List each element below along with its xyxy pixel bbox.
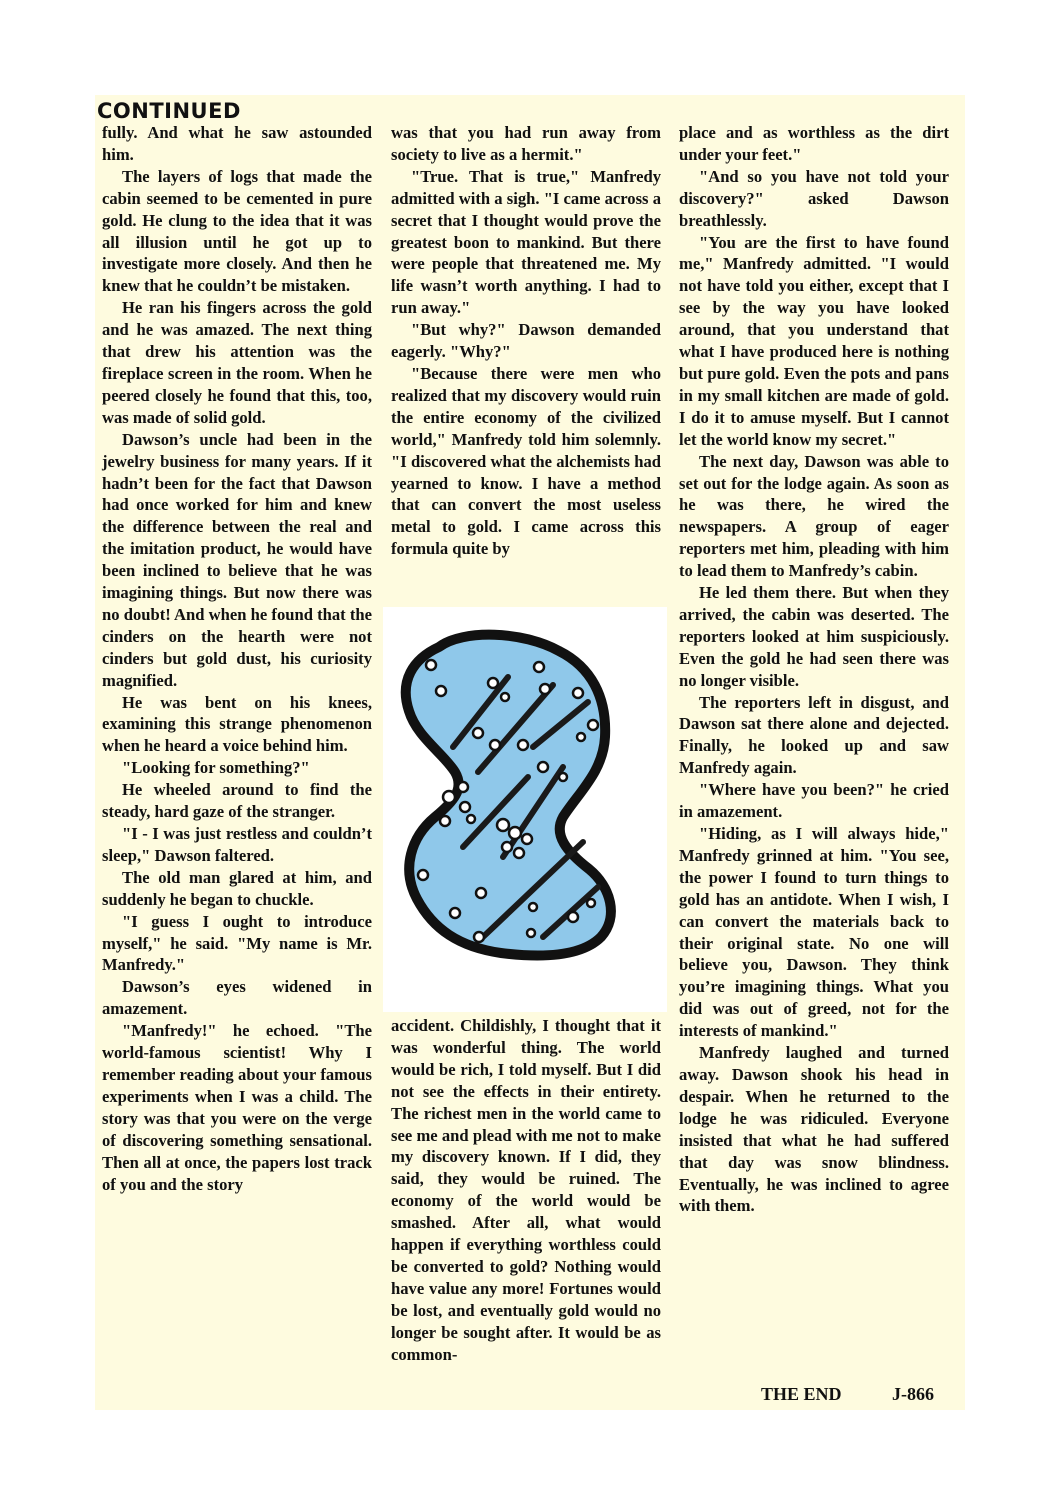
the-end-label: THE END	[761, 1384, 842, 1404]
paragraph: Dawson’s uncle had been in the jewelry business for many years. If it hadn’t been for the fact that Dawson had once worked for him and knew the difference between the real and the imitation product, he would have been inclined to believe that he was imagining things. But now there was no doubt! And when he found that the cinders on the hearth were not cinders but gold dust, his curiosity magnified.	[102, 429, 372, 690]
paragraph: He led them there. But when they arrived, the cabin was deserted. The reporters looked at him suspiciously. Even the gold he had seen there was no longer visible.	[679, 583, 949, 690]
paragraph: "Where have you been?" he cried in amazement.	[679, 780, 949, 822]
ice-chunk-illustration	[383, 607, 667, 1012]
text-column-2-top	[391, 122, 661, 612]
paragraph: "I - I was just restless and couldn’t sleep," Dawson faltered.	[102, 824, 372, 865]
paragraph: The reporters left in disgust, and Dawson sat there alone and dejected. Finally, he looked up and saw Manfredy again.	[679, 692, 949, 778]
text-column-2-bottom	[391, 1015, 661, 1407]
story-page	[95, 95, 965, 1410]
paragraph: "Hiding, as I will always hide," Manfredy grinned at him. "You see, the power I found to turn things to gold has an antidote. When I wish, I can convert the materials back to their original state. No one will believe you, Dawson. They think you’re imagining things. What you did was out of greed, not for the interests of mankind."	[679, 824, 949, 1041]
paragraph: "Because there were men who realized that my discovery would ruin the entire economy of the civilized world," Manfredy told him solemnly. "I discovered what the alchemists had yearned to know. I have a method that can convert the most useless metal to gold. I came across this formula quite by	[391, 363, 661, 559]
paragraph: "You are the first to have found me," Manfredy admitted. "I would not have told you either, except that I see by the way you have looked around, that you understand that what I have produced here is nothing but pure gold. Even the pots and pans in my small kitchen are made of gold. I do it to amuse myself. But I cannot let the world know my secret."	[679, 232, 949, 449]
paragraph: "Manfredy!" he echoed. "The world-famous scientist! Why I remember reading about your famous experiments when I was a child. The story was that you were on the verge of discovering something sensational. Then all at once, the papers lost track of you and the story	[102, 1021, 372, 1194]
paragraph: The next day, Dawson was able to set out for the lodge again. As soon as he was there, he wired the newspapers. A group of eager reporters met him, pleading with him to lead them to Manfredy’s cabin.	[679, 451, 949, 581]
paragraph: was that you had run away from society to live as a hermit."	[391, 123, 661, 164]
continued-heading: CONTINUED	[97, 99, 241, 123]
text-column-3	[679, 122, 949, 1367]
paragraph: "And so you have not told your discovery?" asked Dawson breathlessly.	[679, 166, 949, 230]
paragraph: The layers of logs that made the cabin seemed to be cemented in pure gold. He clung to the idea that it was all illusion until he got up to investigate more closely. And then he knew that he couldn’t be mistaken.	[102, 166, 372, 296]
paragraph: He ran his fingers across the gold and he was amazed. The next thing that drew his attention was the fireplace screen in the room. When he peered closely he found that this, too, was made of solid gold.	[102, 298, 372, 427]
paragraph: fully. And what he saw astounded him.	[102, 123, 372, 164]
paragraph: He wheeled around to find the steady, hard gaze of the stranger.	[102, 780, 372, 822]
paragraph: accident. Childishly, I thought that it was wonderful thing. The world would be rich, I told myself. But I did not see the effects in their entirety. The richest men in the world came to see me and plead with me not to make my discovery known. If I did, they said, they would be ruined. The economy of the world would be smashed. After all, what would happen if everything worthless could be converted to gold? Nothing would have value any more! Fortunes would be lost, and eventually gold would no longer be sought after. It would be as common-	[391, 1016, 661, 1364]
paragraph: "I guess I ought to introduce myself," he said. "My name is Mr. Manfredy."	[102, 911, 372, 975]
paragraph: The old man glared at him, and suddenly he began to chuckle.	[102, 867, 372, 909]
paragraph: "True. That is true," Manfredy admitted with a sigh. "I came across a secret that I thought would prove the greatest boon to mankind. But there were people that threatened me. My life wasn’t worth anything. I had to run away."	[391, 166, 661, 318]
paragraph: Manfredy laughed and turned away. Dawson shook his head in despair. When he returned to the lodge he was ridiculed. Everyone insisted that what he had suffered that day was snow blindness. Eventually, he was inclined to agree with them.	[679, 1043, 949, 1216]
paragraph: place and as worthless as the dirt under your feet."	[679, 123, 949, 164]
story-code: J-866	[892, 1384, 934, 1404]
paragraph: "Looking for something?"	[122, 758, 310, 778]
text-column-1	[102, 122, 372, 1407]
ice-chunk-icon	[383, 607, 667, 1012]
paragraph: Dawson’s eyes widened in amazement.	[102, 977, 372, 1019]
paragraph: "But why?" Dawson demanded eagerly. "Why?"	[391, 320, 661, 362]
paragraph: He was bent on his knees, examining this strange phenomenon when he heard a voice behind him.	[102, 692, 372, 756]
